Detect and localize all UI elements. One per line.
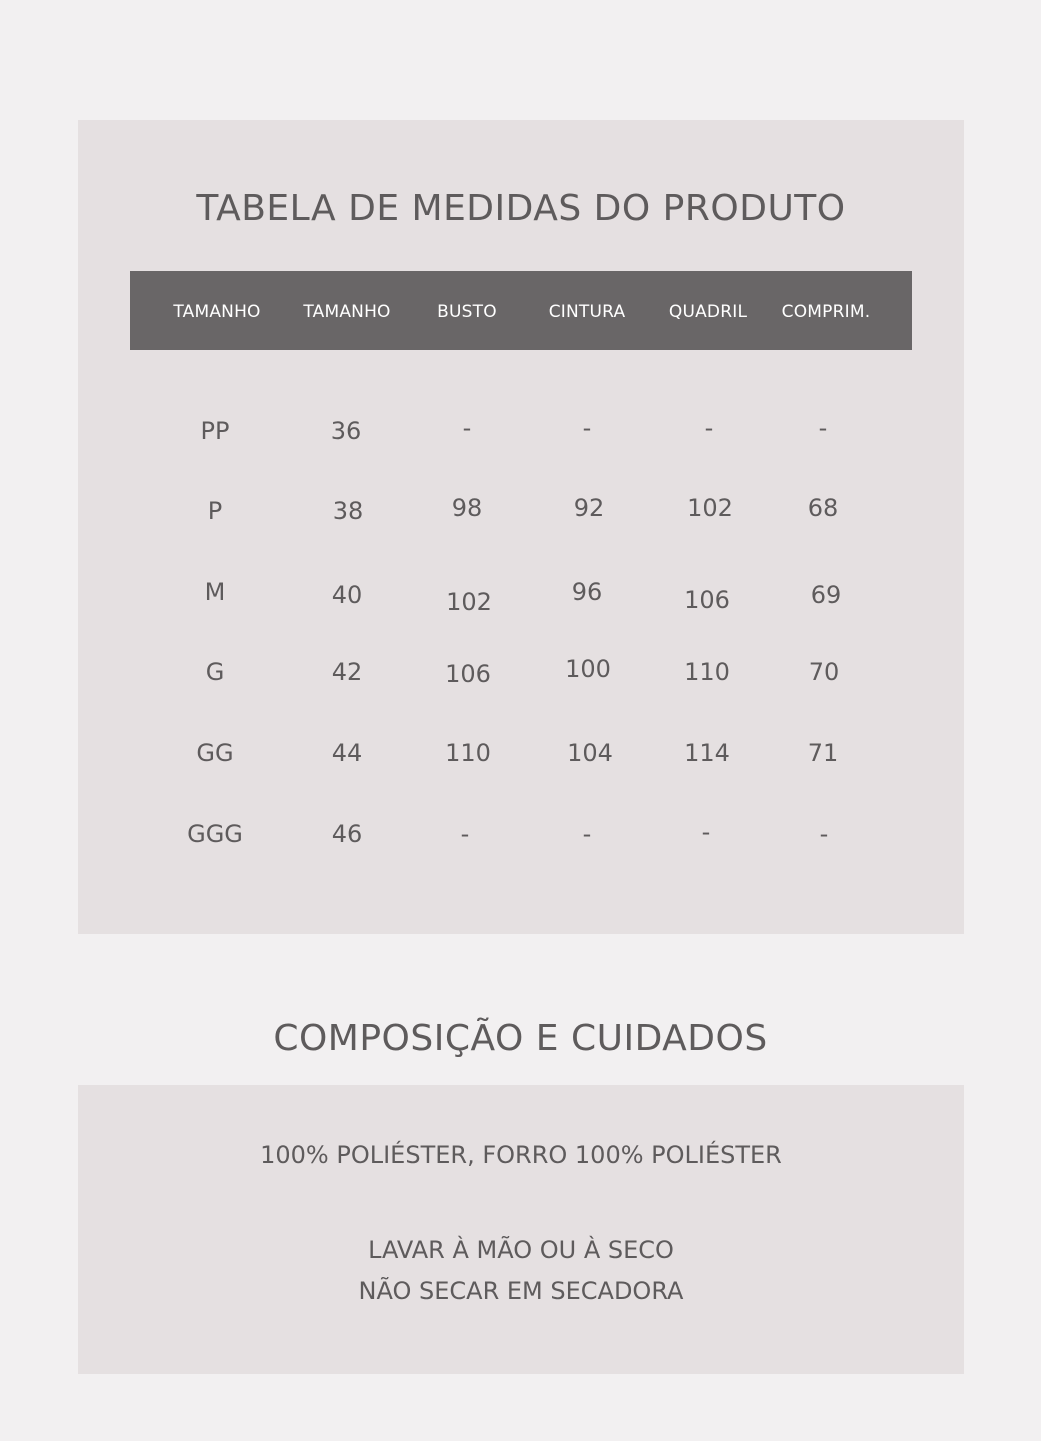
column-header-tamanho-letter: TAMANHO <box>173 302 261 322</box>
column-header-quadril: QUADRIL <box>668 302 748 322</box>
quadril-cell: 102 <box>687 494 733 522</box>
size-letter-cell: G <box>205 658 225 686</box>
busto-cell: 98 <box>451 494 483 522</box>
size-number-cell: 36 <box>330 417 362 445</box>
size-chart-title: TABELA DE MEDIDAS DO PRODUTO <box>196 188 846 229</box>
quadril-cell: 110 <box>684 658 730 686</box>
cintura-cell: 104 <box>567 739 613 767</box>
size-letter-cell: GG <box>196 739 234 767</box>
column-header-tamanho-number: TAMANHO <box>303 302 391 322</box>
care-section-title: COMPOSIÇÃO E CUIDADOS <box>273 1018 768 1059</box>
comprimento-cell: 71 <box>807 739 839 767</box>
cintura-cell: 96 <box>571 578 603 606</box>
wash-instructions: LAVAR À MÃO OU À SECO <box>368 1236 674 1264</box>
cintura-cell: - <box>582 820 592 848</box>
quadril-cell: 114 <box>684 739 730 767</box>
comprimento-cell: 68 <box>807 494 839 522</box>
size-number-cell: 44 <box>331 739 363 767</box>
size-letter-cell: PP <box>200 417 230 445</box>
size-letter-cell: M <box>204 578 226 606</box>
size-number-cell: 42 <box>331 658 363 686</box>
composition-text: 100% POLIÉSTER, FORRO 100% POLIÉSTER <box>260 1141 782 1169</box>
cintura-cell: 92 <box>573 494 605 522</box>
size-number-cell: 40 <box>331 581 363 609</box>
busto-cell: 106 <box>445 660 491 688</box>
quadril-cell: 106 <box>684 586 730 614</box>
cintura-cell: - <box>582 414 592 442</box>
comprimento-cell: 70 <box>808 658 840 686</box>
size-table-header <box>130 271 912 350</box>
column-header-busto: BUSTO <box>437 302 497 322</box>
busto-cell: 110 <box>445 739 491 767</box>
comprimento-cell: - <box>819 820 829 848</box>
size-letter-cell: P <box>207 497 223 525</box>
dry-instructions: NÃO SECAR EM SECADORA <box>358 1277 684 1305</box>
busto-cell: - <box>460 820 470 848</box>
comprimento-cell: 69 <box>810 581 842 609</box>
busto-cell: 102 <box>446 588 492 616</box>
size-number-cell: 38 <box>332 497 364 525</box>
column-header-comprimento: COMPRIM. <box>781 302 871 322</box>
size-letter-cell: GGG <box>187 820 243 848</box>
care-panel <box>78 1085 964 1374</box>
size-number-cell: 46 <box>331 820 363 848</box>
quadril-cell: - <box>704 414 714 442</box>
cintura-cell: 100 <box>565 655 611 683</box>
size-chart-panel <box>78 120 964 934</box>
comprimento-cell: - <box>818 414 828 442</box>
busto-cell: - <box>462 414 472 442</box>
column-header-cintura: CINTURA <box>548 302 626 322</box>
quadril-cell: - <box>701 818 711 846</box>
